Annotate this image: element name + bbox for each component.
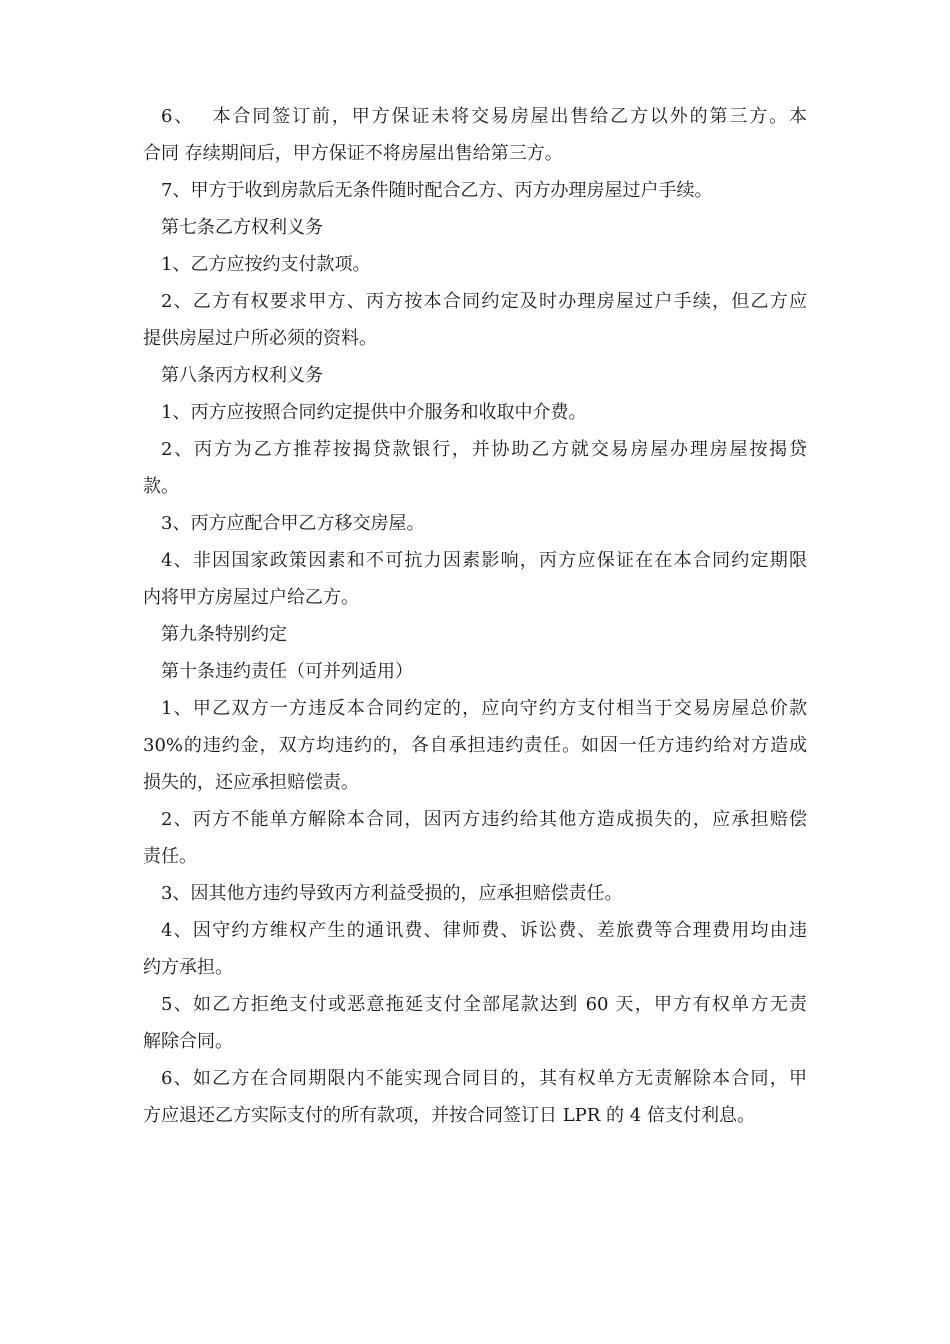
section-10-item-1-line-2: 30%的违约金，双方均违约的，各自承担违约责任。如因一任方违约给对方造成 — [143, 735, 807, 756]
clause-6-line-2: 合同 存续期间后，甲方保证不将房屋出售给第三方。 — [143, 143, 563, 164]
section-10-item-1-line-1: 1、甲乙双方一方违反本合同约定的，应向守约方支付相当于交易房屋总价款 — [161, 698, 807, 719]
section-10-heading: 第十条违约责任（可并列适用） — [161, 661, 413, 682]
section-10-item-4-line-2: 约方承担。 — [143, 957, 233, 978]
clause-7-line: 7、甲方于收到房款后无条件随时配合乙方、丙方办理房屋过户手续。 — [161, 180, 713, 201]
section-8-item-1: 1、丙方应按照合同约定提供中介服务和收取中介费。 — [161, 402, 587, 423]
section-8-item-2-line-2: 款。 — [143, 476, 179, 497]
section-10-item-3: 3、因其他方违约导致丙方利益受损的，应承担赔偿责任。 — [161, 883, 623, 904]
section-10-item-6-line-1: 6、如乙方在合同期限内不能实现合同目的，其有权单方无责解除本合同，甲 — [161, 1068, 807, 1089]
section-10-item-6-line-2: 方应退还乙方实际支付的所有款项，并按合同签订日 LPR 的 4 倍支付利息。 — [143, 1105, 755, 1126]
section-7-heading: 第七条乙方权利义务 — [161, 217, 323, 238]
section-8-item-3: 3、丙方应配合甲乙方移交房屋。 — [161, 513, 425, 534]
section-10-item-2-line-1: 2、丙方不能单方解除本合同，因丙方违约给其他方造成损失的，应承担赔偿 — [161, 809, 807, 830]
section-10-item-2-line-2: 责任。 — [143, 846, 197, 867]
section-8-heading: 第八条丙方权利义务 — [161, 365, 323, 386]
section-9-heading: 第九条特别约定 — [161, 624, 287, 645]
section-10-item-5-line-1: 5、如乙方拒绝支付或恶意拖延支付全部尾款达到 60 天，甲方有权单方无责 — [161, 994, 807, 1015]
section-10-item-5-line-2: 解除合同。 — [143, 1031, 233, 1052]
section-10-item-4-line-1: 4、因守约方维权产生的通讯费、律师费、诉讼费、差旅费等合理费用均由违 — [161, 920, 807, 941]
document-page — [143, 98, 807, 1134]
section-7-item-2-line-2: 提供房屋过户所必须的资料。 — [143, 328, 377, 349]
clause-6-line-1: 6、 本合同签订前，甲方保证未将交易房屋出售给乙方以外的第三方。本 — [161, 106, 807, 127]
section-7-item-1: 1、乙方应按约支付款项。 — [161, 254, 371, 275]
section-8-item-2-line-1: 2、丙方为乙方推荐按揭贷款银行，并协助乙方就交易房屋办理房屋按揭贷 — [161, 439, 807, 460]
section-10-item-1-line-3: 损失的，还应承担赔偿责。 — [143, 772, 359, 793]
section-7-item-2-line-1: 2、乙方有权要求甲方、丙方按本合同约定及时办理房屋过户手续，但乙方应 — [161, 291, 807, 312]
section-8-item-4-line-1: 4、非因国家政策因素和不可抗力因素影响，丙方应保证在在本合同约定期限 — [161, 550, 807, 571]
section-8-item-4-line-2: 内将甲方房屋过户给乙方。 — [143, 587, 359, 608]
